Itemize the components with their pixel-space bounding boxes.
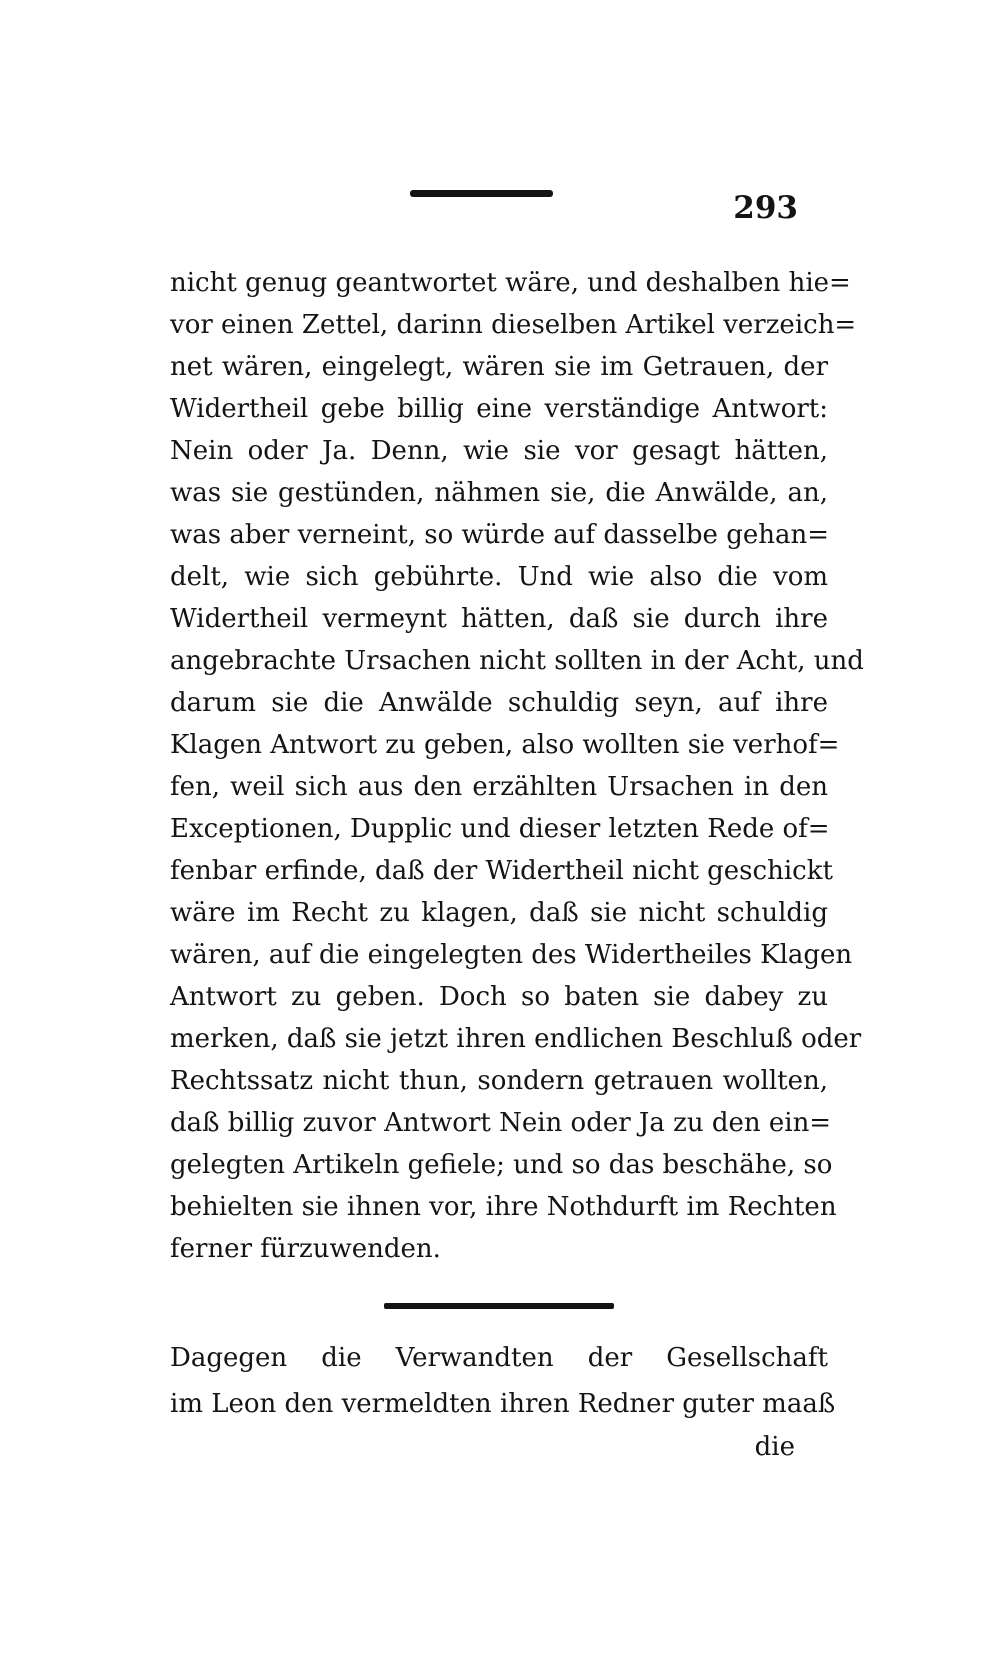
text-line: fenbar erfinde, daß der Widertheil nicht geschickt	[170, 856, 833, 886]
text-line: angebrachte Ursachen nicht sollten in der Acht, und	[170, 646, 864, 676]
text-line: gelegten Artikeln gefiele; und so das beschähe, so	[170, 1150, 833, 1180]
text-line: vor einen Zettel, darinn dieselben Artikel verzeich=	[170, 310, 857, 340]
text-line: Klagen Antwort zu geben, also wollten sie verhof=	[170, 730, 840, 760]
text-line: wäre im Recht zu klagen, daß sie nicht schuldig	[170, 898, 828, 928]
catchword: die	[754, 1432, 795, 1462]
section-line: Dagegen die Verwandten der Gesellschaft	[170, 1343, 828, 1373]
text-line: delt, wie sich gebührte. Und wie also die vom	[170, 562, 828, 592]
text-line: nicht genug geantwortet wäre, und deshalben hie=	[170, 268, 851, 298]
text-line: merken, daß sie jetzt ihren endlichen Beschluß oder	[170, 1024, 862, 1054]
text-line: Antwort zu geben. Doch so baten sie dabey zu	[170, 982, 828, 1012]
text-line: was sie gestünden, nähmen sie, die Anwälde, an,	[170, 478, 828, 508]
text-line: ferner fürzuwenden.	[170, 1234, 441, 1264]
header-rule	[410, 190, 553, 197]
text-line: Widertheil vermeynt hätten, daß sie durch ihre	[170, 604, 828, 634]
text-line: daß billig zuvor Antwort Nein oder Ja zu den ein=	[170, 1108, 832, 1138]
section-line: im Leon den vermeldten ihren Redner guter maaß	[170, 1389, 836, 1419]
text-line: Rechtssatz nicht thun, sondern getrauen wollten,	[170, 1066, 828, 1096]
text-line: net wären, eingelegt, wären sie im Getrauen, der	[170, 352, 828, 382]
text-line: darum sie die Anwälde schuldig seyn, auf ihre	[170, 688, 828, 718]
text-line: wären, auf die eingelegten des Widertheiles Klagen	[170, 940, 853, 970]
text-line: Exceptionen, Dupplic und dieser letzten Rede of=	[170, 814, 830, 844]
text-line: fen, weil sich aus den erzählten Ursachen in den	[170, 772, 828, 802]
text-line: Nein oder Ja. Denn, wie sie vor gesagt hätten,	[170, 436, 828, 466]
page-number: 293	[733, 190, 798, 226]
body-text	[170, 262, 864, 1270]
section-divider	[384, 1303, 614, 1309]
text-line: behielten sie ihnen vor, ihre Nothdurft im Rechten	[170, 1192, 837, 1222]
text-line: Widertheil gebe billig eine verständige Antwort:	[170, 394, 828, 424]
text-line: was aber verneint, so würde auf dasselbe gehan=	[170, 520, 830, 550]
next-section	[170, 1335, 836, 1427]
